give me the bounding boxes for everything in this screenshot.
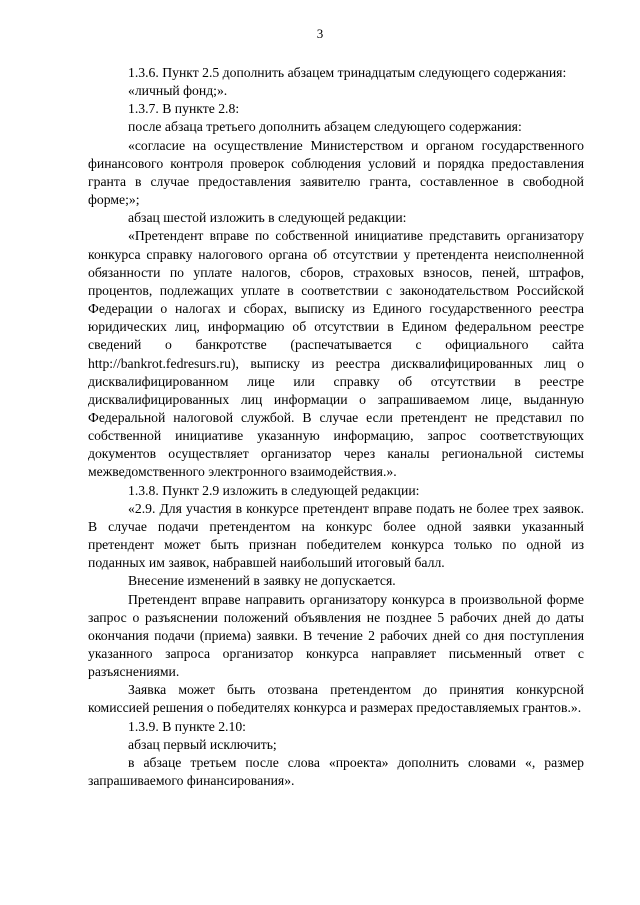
paragraph-quote-applicant: «Претендент вправе по собственной инициативе представить организатору конкурса справку налогового органа об отсутствии у претендента неисполненной обязанности по уплате налогов, сборов, страховых взносов, пеней, штрафов, процентов, подлежащих уплате в соответствии с законодательством Российской Федерации о налогах и сборах, выписку из Единого государственного реестра юридических лиц, информацию об отсутствии в Едином федеральном реестре сведений о банкротстве (распечатывается с официального сайта http://bankrot.fedresurs.ru), выписку из реестра дисквалифицированных лиц о дисквалифицированном лице или справку об отсутствии в реестре дисквалифицированных лиц информации о запрашиваемом лице, выданную Федеральной налоговой службой. В случае если претендент не представил по собственной инициативе указанную информацию, запрос соответствующих документов осуществляет организатор через каналы региональной системы межведомственного электронного взаимодействия.». (88, 228, 584, 480)
paragraph-1-3-7: 1.3.7. В пункте 2.8: (128, 101, 240, 117)
page-number: 3 (316, 26, 324, 41)
paragraph-quote-personal-fund: «личный фонд;». (128, 83, 228, 99)
paragraph-withdrawal: Заявка может быть отозвана претендентом до принятия конкурсной комиссией решения о победителях конкурса и размерах предоставляемых грантов.». (88, 682, 584, 716)
paragraph-clarification-request: Претендент вправе направить организатору конкурса в произвольной форме запрос о разъяснении положений объявления не позднее 5 рабочих дней до даты окончания подачи (приема) заявки. В течение 2 рабочих дней со дня поступления указанного запроса организатор конкурса направляет письменный ответ с разъяснениями. (88, 591, 584, 680)
paragraph-quote-consent: «согласие на осуществление Министерством и органом государственного финансового контроля проверок соблюдения условий и порядка предоставления гранта в случае предоставления заявителю гранта, составленное в свободной форме;»; (88, 137, 584, 208)
paragraph-1-3-9: 1.3.9. В пункте 2.10: (128, 718, 246, 734)
document-body (88, 64, 584, 790)
paragraph-after-third: после абзаца третьего дополнить абзацем следующего содержания: (128, 119, 522, 135)
paragraph-no-changes: Внесение изменений в заявку не допускается. (128, 573, 396, 589)
paragraph-first-abzac-exclude: абзац первый исключить; (128, 736, 277, 752)
paragraph-quote-2-9: «2.9. Для участия в конкурсе претендент вправе подать не более трех заявок. В случае подачи претендентом на конкурс более одной заявки указанный претендент может быть признан победителем конкурса только по одной из поданных им заявок, набравшей наибольший итоговый балл. (88, 500, 584, 571)
paragraph-sixth-abzac: абзац шестой изложить в следующей редакции: (128, 210, 407, 226)
paragraph-1-3-6: 1.3.6. Пункт 2.5 дополнить абзацем тринадцатым следующего содержания: (128, 65, 567, 80)
paragraph-third-abzac-add: в абзаце третьем после слова «проекта» дополнить словами «, размер запрашиваемого финансирования». (88, 754, 584, 789)
paragraph-1-3-8: 1.3.8. Пункт 2.9 изложить в следующей редакции: (128, 482, 420, 498)
